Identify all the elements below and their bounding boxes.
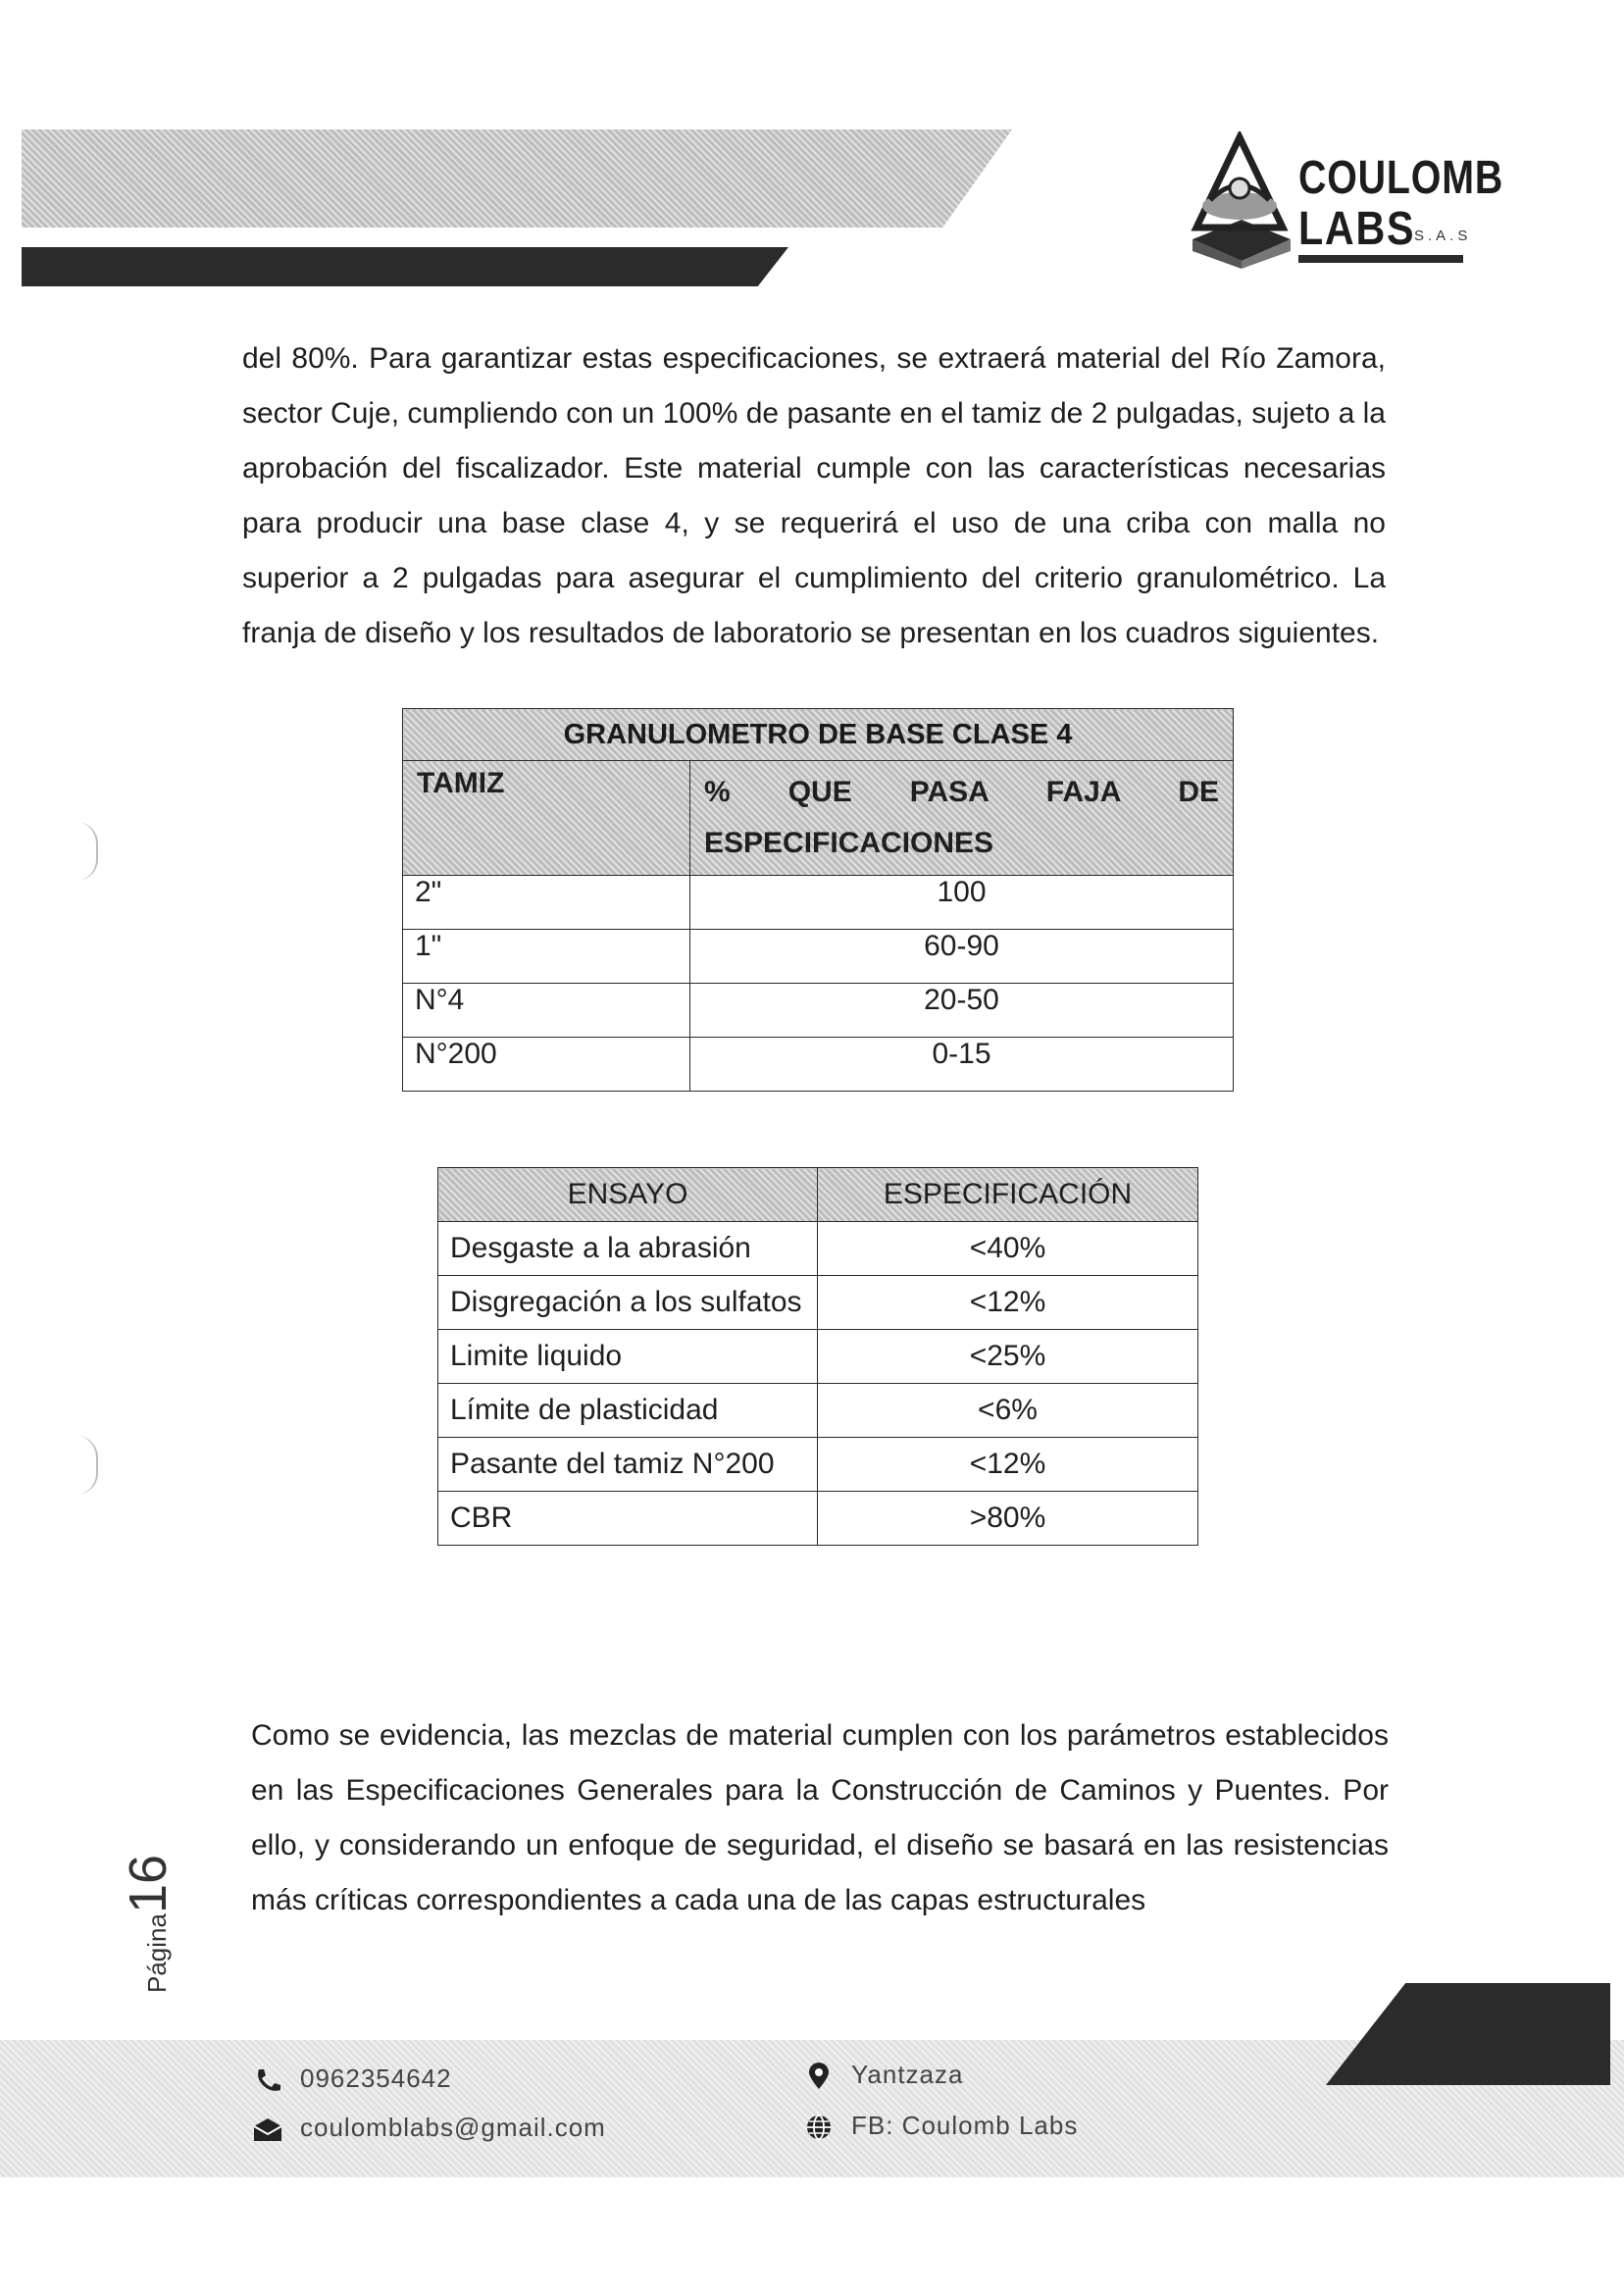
- granulometry-value-cell: 100: [690, 876, 1234, 930]
- footer-email: [251, 2113, 606, 2143]
- test-name-cell: Pasante del tamiz N°200: [438, 1438, 818, 1492]
- footer-phone: [251, 2064, 452, 2094]
- table-row: [438, 1222, 1198, 1276]
- granulometry-tamiz-cell: 2": [403, 876, 690, 930]
- company-logo: [1183, 124, 1504, 280]
- granulometry-value-cell: 0-15: [690, 1038, 1234, 1092]
- header-band-dark: [22, 247, 788, 286]
- table-row: [403, 1038, 1234, 1092]
- granulometry-table: [402, 708, 1234, 1092]
- table-row: [403, 984, 1234, 1038]
- granulometry-tamiz-cell: 1": [403, 930, 690, 984]
- footer-location-text: Yantzaza: [851, 2060, 964, 2089]
- granulometry-value-cell: 20-50: [690, 984, 1234, 1038]
- logo-word-labs: LABS: [1298, 203, 1416, 255]
- phone-icon: [251, 2066, 284, 2094]
- logo-underline: [1298, 255, 1463, 263]
- globe-icon: [802, 2114, 836, 2141]
- test-name-cell: Limite liquido: [438, 1330, 818, 1384]
- table-row: [438, 1330, 1198, 1384]
- mail-icon: [251, 2116, 284, 2143]
- location-pin-icon: [802, 2063, 836, 2090]
- test-spec-cell: <12%: [818, 1438, 1198, 1492]
- table-row: [438, 1438, 1198, 1492]
- page-number-value: 16: [119, 1854, 178, 1914]
- granulometry-header-spec: [690, 761, 1234, 876]
- table-row: [438, 1384, 1198, 1438]
- test-spec-cell: <40%: [818, 1222, 1198, 1276]
- footer-facebook: [802, 2111, 1078, 2141]
- granulometry-table-title: GRANULOMETRO DE BASE CLASE 4: [403, 709, 1234, 761]
- test-spec-cell: <6%: [818, 1384, 1198, 1438]
- test-name-cell: Desgaste a la abrasión: [438, 1222, 818, 1276]
- logo-suffix: S.A.S: [1414, 228, 1472, 244]
- tests-header-spec: ESPECIFICACIÓN: [818, 1168, 1198, 1222]
- footer-facebook-text: FB: Coulomb Labs: [851, 2111, 1079, 2140]
- page-number: [118, 1797, 177, 1993]
- footer-email-text: coulomblabs@gmail.com: [300, 2113, 606, 2142]
- test-spec-cell: <25%: [818, 1330, 1198, 1384]
- table-row: [438, 1492, 1198, 1546]
- logo-word-coulomb: COULOMB: [1298, 152, 1504, 204]
- body-paragraph-1: del 80%. Para garantizar estas especificaciones, se extraerá material del Río Zamora, sector Cuje, cumpliendo con un 100% de pasante en el tamiz de 2 pulgadas, sujeto a la aprobación del fiscalizador. Este material cumple con las características necesarias para producir una base clase 4, y se requerirá el uso de una criba con malla no superior a 2 pulgadas para asegurar el cumplimiento del criterio granulométrico. La franja de diseño y los resultados de laboratorio se presentan en los cuadros siguientes.: [242, 342, 1386, 649]
- granulometry-tamiz-cell: N°4: [403, 984, 690, 1038]
- test-name-cell: CBR: [438, 1492, 818, 1546]
- test-spec-cell: >80%: [818, 1492, 1198, 1546]
- binder-mark: [76, 822, 98, 881]
- table-row: [438, 1276, 1198, 1330]
- granulometry-tamiz-cell: N°200: [403, 1038, 690, 1092]
- body-paragraph-2: Como se evidencia, las mezclas de material cumplen con los parámetros establecidos en las Especificaciones Generales para la Construcción de Caminos y Puentes. Por ello, y considerando un enfoque de seguridad, el diseño se basará en las resistencias más críticas correspondientes a cada una de las capas estructurales: [251, 1719, 1389, 1916]
- table-row: [403, 930, 1234, 984]
- test-name-cell: Límite de plasticidad: [438, 1384, 818, 1438]
- granulometry-header-spec-line1: % QUE PASA FAJA DE: [704, 776, 1219, 808]
- test-spec-cell: <12%: [818, 1276, 1198, 1330]
- granulometry-header-spec-line2: ESPECIFICACIONES: [704, 827, 994, 859]
- footer-phone-text: 0962354642: [300, 2064, 452, 2093]
- header-band-light: [22, 129, 1012, 228]
- binder-mark: [76, 1436, 98, 1495]
- tests-table: [437, 1167, 1198, 1546]
- tests-header-ensayo: ENSAYO: [438, 1168, 818, 1222]
- footer-band-dark: [1326, 1983, 1610, 2085]
- granulometry-value-cell: 60-90: [690, 930, 1234, 984]
- granulometry-header-tamiz: TAMIZ: [403, 761, 690, 876]
- logo-mark-icon: [1183, 131, 1295, 269]
- footer-location: [802, 2060, 963, 2090]
- table-row: [403, 876, 1234, 930]
- page-label: Página: [142, 1913, 172, 1993]
- test-name-cell: Disgregación a los sulfatos: [438, 1276, 818, 1330]
